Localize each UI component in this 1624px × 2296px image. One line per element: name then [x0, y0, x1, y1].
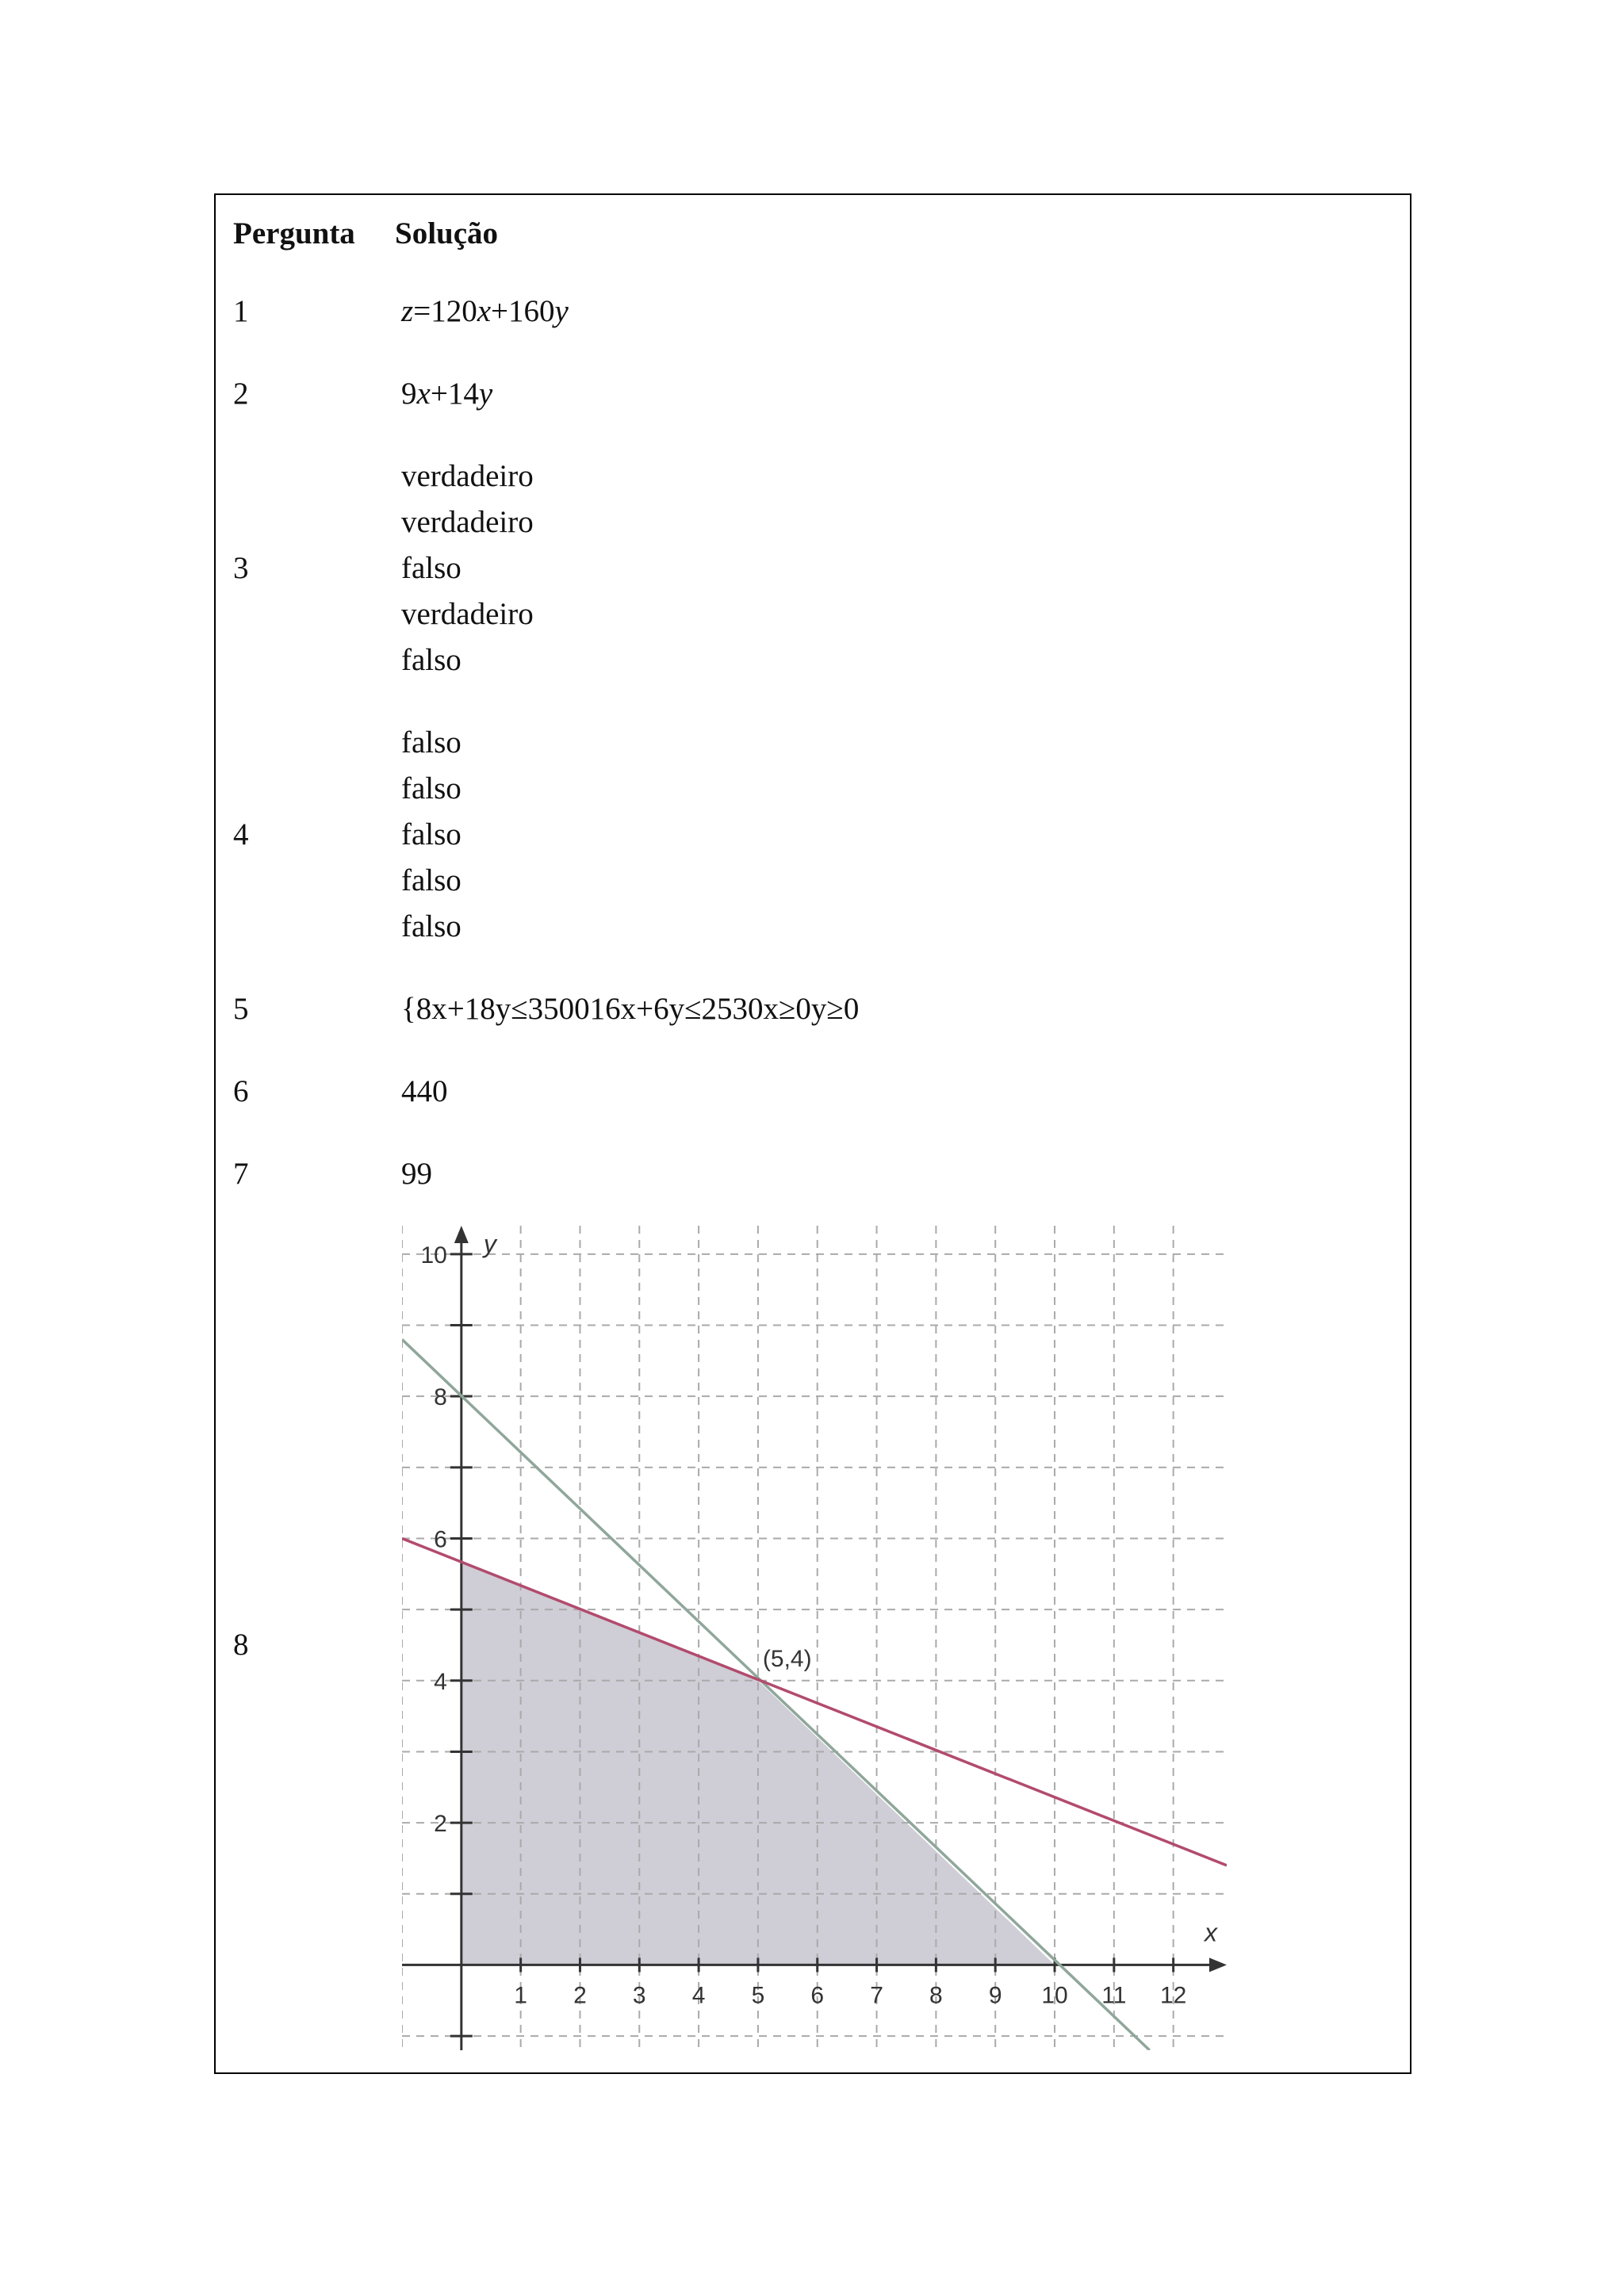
- answer-item: falso: [401, 551, 462, 585]
- answer-item: verdadeiro: [401, 597, 534, 631]
- solution-system: {8x+18y≤350016x+6y≤2530x≥0y≥0: [401, 992, 860, 1026]
- x-tick-label: 1: [514, 1982, 527, 2009]
- x-tick-label: 3: [632, 1982, 646, 2009]
- answer-item: falso: [401, 909, 462, 943]
- question-number: 2: [233, 377, 249, 411]
- x-tick-label: 11: [1101, 1982, 1127, 2009]
- answer-item: falso: [401, 817, 462, 851]
- x-tick-label: 2: [573, 1982, 587, 2009]
- y-axis-arrow: [454, 1226, 469, 1243]
- solution-equation: z=120x+160y: [401, 294, 569, 328]
- x-axis-label: x: [1205, 1918, 1217, 1947]
- answer-item: falso: [401, 725, 462, 760]
- question-number: 8: [233, 1628, 249, 1662]
- feasible-region: [462, 1562, 1055, 1965]
- question-number: 7: [233, 1157, 249, 1191]
- y-tick-label: 8: [434, 1384, 447, 1411]
- y-tick-label: 2: [434, 1811, 447, 1838]
- question-number: 6: [233, 1074, 249, 1108]
- x-tick-label: 7: [870, 1982, 883, 2009]
- solution-expression: 9x+14y: [401, 377, 493, 411]
- x-tick-label: 5: [751, 1982, 765, 2009]
- y-tick-label: 4: [434, 1668, 447, 1695]
- solution-value: 99: [401, 1157, 432, 1191]
- feasible-region-graph: [402, 1226, 1227, 2050]
- solution-answer-list: [401, 453, 534, 683]
- question-number: 1: [233, 294, 249, 328]
- answer-item: falso: [401, 771, 462, 806]
- x-tick-label: 12: [1159, 1982, 1187, 2009]
- x-tick-label: 8: [929, 1982, 943, 2009]
- header-solution: Solução: [395, 216, 499, 251]
- x-tick-label: 10: [1041, 1982, 1068, 2009]
- header-question: Pergunta: [233, 216, 355, 251]
- intersection-label: (5,4): [762, 1645, 812, 1672]
- solutions-table: [214, 193, 1411, 2074]
- solution-value: 440: [401, 1074, 448, 1108]
- y-tick-label: 6: [434, 1526, 447, 1553]
- y-tick-label: 10: [420, 1242, 447, 1269]
- answer-item: falso: [401, 863, 462, 897]
- x-tick-label: 9: [988, 1982, 1002, 2009]
- x-axis-arrow: [1209, 1957, 1227, 1972]
- question-number: 5: [233, 992, 249, 1026]
- y-axis-label: y: [483, 1230, 496, 1258]
- answer-item: verdadeiro: [401, 459, 534, 493]
- x-tick-label: 6: [810, 1982, 825, 2009]
- answer-item: falso: [401, 643, 462, 677]
- answer-item: verdadeiro: [401, 505, 534, 539]
- question-number: 3: [233, 551, 249, 585]
- question-number: 4: [233, 817, 249, 851]
- solution-answer-list: [401, 720, 462, 950]
- x-tick-label: 4: [691, 1982, 706, 2009]
